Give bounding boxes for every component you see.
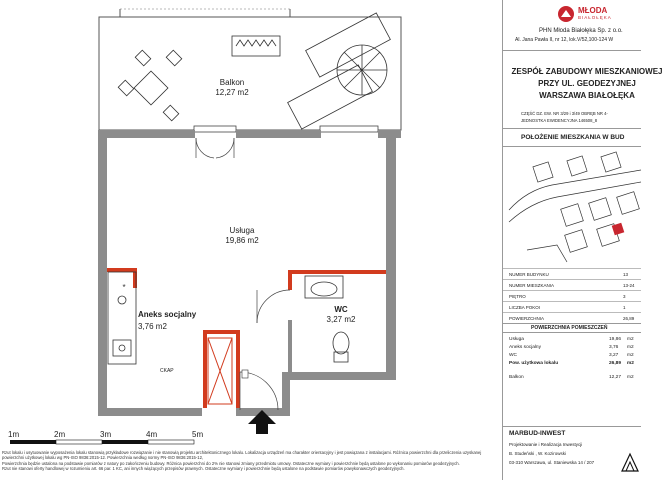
project-title-line: WARSZAWA BIAŁOŁĘKA <box>539 91 635 100</box>
room-name: Aneks socjalny <box>138 310 197 319</box>
disclaimer-line: Rzut nie stanowi oferty handlowej w rozumieniu art. 66 par. 1 KC, ani innych wiążących przepisów prawnych. Ostateczne wymiary i powierzchnie będą ustalone na podstawie pomiarów powykonawczych geodezyjnych. <box>2 466 405 472</box>
scale-bar <box>10 440 194 444</box>
room-label-balkon <box>202 78 262 98</box>
logo <box>557 4 641 24</box>
area-unit: m2 <box>627 337 634 342</box>
disclaimer-line: Powierzchnia będzie ustalona na podstawie pomiarów z natury po zakończeniu budowy. Różnica powierzchni do 2% nie stanowi zmiany przedmiotu umowy. Ostateczne wymiary i powierzchnie będą ustalone po wykonaniu pomiarów geodezyjnych. <box>2 460 460 466</box>
disclaimer-line: Rzut lokalu i usytuowanie wyposażenia lokalu stanowią przykładowe rozwiązanie i nie stanowią projektu architektonicznego lokalu. Lokalizacja urządzeń ma charakter orientacyjny i jest powiązana z instalacjami. Różnica powierzchni dla przeliczenia uzyskanej powierzchni użytkowej lokalu wg PN-ISO 9836:2015-12. Powierzchnia według normy PN-ISO 9836:2015-12, <box>2 450 482 461</box>
balcony-door-swing <box>196 138 234 158</box>
project-title <box>507 66 667 102</box>
area-name: WC <box>509 353 517 358</box>
room-area: 19,86 m2 <box>225 236 259 245</box>
info-label: NUMER BUDYNKU <box>509 272 549 277</box>
room-label-aneks <box>138 310 208 332</box>
room-label-wc <box>314 305 368 325</box>
area-row-balcony <box>509 374 639 382</box>
area-value: 26,89 <box>609 361 622 366</box>
site-plan-thumbnail <box>507 150 641 265</box>
room-label-usluga <box>212 226 272 246</box>
info-value: 13-24 <box>623 283 635 288</box>
shaft-icon <box>208 338 232 404</box>
room-area: 12,27 m2 <box>215 88 249 97</box>
footer-line: B. Studeński , W. Kozirowski <box>509 451 567 456</box>
info-label: LICZBA POKOI <box>509 305 541 310</box>
info-value: 13 <box>623 272 629 277</box>
room-area: 3,76 m2 <box>138 322 167 331</box>
footer-line: Projektowanie i Realizacja Inwestycji <box>509 442 583 447</box>
wc-door-swing <box>257 290 290 323</box>
project-title-line: PRZY UL. GEODEZYJNEJ <box>538 79 636 88</box>
scale-tick-5: 5m <box>192 430 204 439</box>
marbud-logo-icon <box>621 452 639 472</box>
logo-text-top: MŁODA <box>578 6 608 15</box>
area-value: 12,27 <box>609 375 622 380</box>
info-panel <box>502 0 663 480</box>
area-name: Aneks socjalny <box>509 345 541 350</box>
scale-tick-2: 2m <box>54 430 66 439</box>
ckap-label: CKAP <box>160 368 174 374</box>
parcel-line: CZĘŚĆ DZ. EW. NR 3/29 i 3/49 OBRĘB NR 4- <box>521 111 608 116</box>
disclaimer <box>2 450 498 478</box>
area-unit: m2 <box>627 375 634 380</box>
washbasin-icon <box>305 276 343 298</box>
info-label: NUMER MIESZKANIA <box>509 283 555 288</box>
area-unit: m2 <box>627 361 634 366</box>
room-name: WC <box>334 305 348 314</box>
info-label: PIĘTRO <box>509 294 526 299</box>
footer-info <box>509 440 594 467</box>
area-value: 3,27 <box>609 353 619 358</box>
area-unit: m2 <box>627 345 634 350</box>
area-name: Pow. użytkowa lokalu <box>509 361 559 366</box>
info-value: 3 <box>623 294 626 299</box>
interior-partitions <box>107 268 386 408</box>
area-value: 19,86 <box>609 337 622 342</box>
room-name: Usługa <box>229 226 255 235</box>
scale-labels <box>0 430 220 440</box>
svg-text:*: * <box>122 283 126 292</box>
company-name: PHN Młoda Białołęka Sp. z o.o. <box>539 28 623 34</box>
scale-tick-1: 1m <box>8 430 20 439</box>
apartment-location-marker <box>612 223 625 236</box>
scale-tick-3: 3m <box>100 430 112 439</box>
footer-line: 03-310 Warszawa, ul. Staniewska 14 / 207 <box>509 460 595 465</box>
area-row <box>509 336 639 344</box>
area-unit: m2 <box>627 353 634 358</box>
toilet-icon <box>333 332 349 362</box>
footer-company: MARBUD-INWEST <box>509 430 566 437</box>
areas-heading: POWIERZCHNIA POMIESZCZEŃ <box>531 325 608 331</box>
area-value: 3,76 <box>609 345 619 350</box>
area-row <box>509 360 639 368</box>
area-row <box>509 344 639 352</box>
area-name: Usługa <box>509 337 524 342</box>
info-value: 26,89 <box>623 316 635 321</box>
info-label: POWIERZCHNIA <box>509 316 545 321</box>
location-heading: POŁOŻENIE MIESZKANIA W BUD <box>521 134 625 141</box>
company-address: Al. Jana Pawła II, nr 12, lok.V/52,100-124 W <box>515 37 614 43</box>
room-name: Balkon <box>219 78 245 87</box>
area-row <box>509 352 639 360</box>
info-value: 1 <box>623 305 626 310</box>
project-title-line: ZESPÓŁ ZABUDOWY MIESZKANIOWEJ <box>511 67 663 76</box>
parcel-line: JEDNOSTKA EWIDENCYJNA 146508_8 <box>521 118 598 123</box>
logo-icon <box>557 5 575 23</box>
room-area: 3,27 m2 <box>326 315 356 324</box>
balcony-outline <box>99 17 401 130</box>
area-name: Balkon <box>509 375 524 380</box>
scale-tick-4: 4m <box>146 430 158 439</box>
logo-text-bottom: BIAŁOŁĘKA <box>578 15 612 20</box>
parcel-info <box>521 110 608 124</box>
